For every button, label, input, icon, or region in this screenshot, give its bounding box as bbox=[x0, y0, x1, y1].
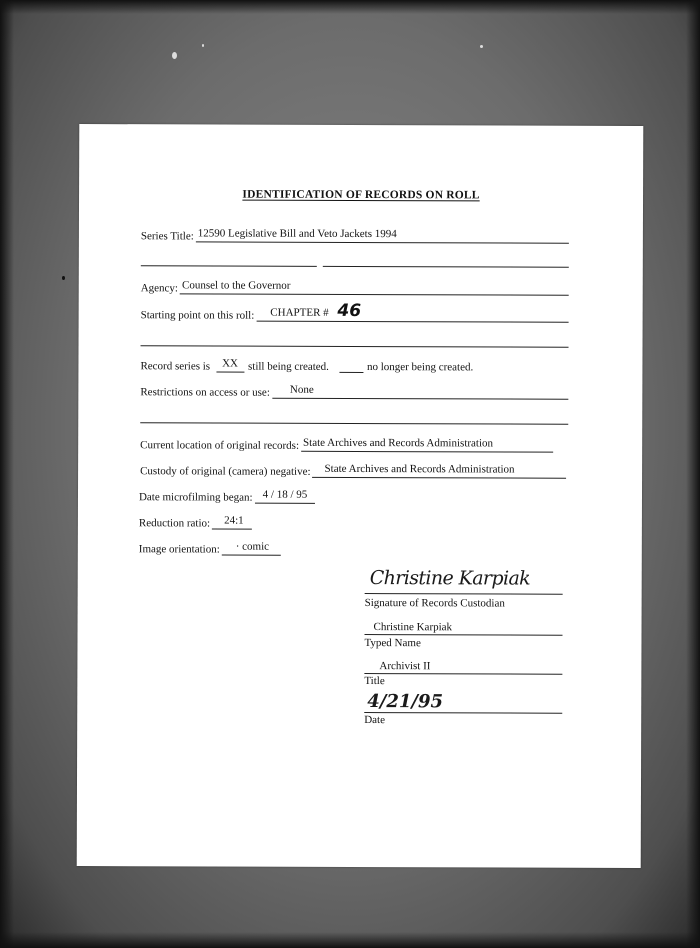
restrictions-value: None bbox=[272, 384, 569, 400]
title-line bbox=[364, 673, 562, 675]
series-title-row bbox=[141, 227, 569, 243]
custody-label: Custody of original (camera) negative: bbox=[140, 465, 311, 478]
dust-speck bbox=[202, 44, 204, 47]
record-series-row bbox=[140, 357, 540, 373]
still-being-created-text: still being created. bbox=[247, 360, 329, 373]
date-line bbox=[364, 712, 562, 714]
record-series-value: XX bbox=[216, 357, 244, 372]
form-title bbox=[79, 188, 643, 202]
current-location-value: State Archives and Records Administration bbox=[301, 437, 553, 453]
dust-speck bbox=[480, 45, 483, 48]
restrictions-row bbox=[140, 383, 568, 399]
current-location-label: Current location of original records: bbox=[140, 439, 300, 452]
date-began-label: Date microfilming began: bbox=[138, 491, 253, 504]
no-longer-blank bbox=[339, 358, 363, 373]
handwritten-date: 4/21/95 bbox=[367, 691, 444, 713]
starting-point-label: Starting point on this roll: bbox=[140, 309, 255, 322]
film-frame-edge-bottom bbox=[0, 932, 700, 948]
restrictions-label: Restrictions on access or use: bbox=[140, 386, 270, 399]
starting-point-handwritten: 46 bbox=[337, 300, 362, 322]
restrictions-continuation-line bbox=[140, 422, 568, 424]
custody-value: State Archives and Records Administration bbox=[313, 463, 567, 479]
reduction-row bbox=[139, 514, 252, 529]
film-frame-edge-top bbox=[0, 0, 700, 14]
series-title-value: 12590 Legislative Bill and Veto Jackets 1994 bbox=[196, 227, 569, 243]
typed-name-caption: Typed Name bbox=[364, 637, 421, 650]
agency-label: Agency: bbox=[140, 282, 179, 295]
orientation-row bbox=[139, 540, 281, 555]
agency-row bbox=[141, 279, 569, 295]
typed-name-value: Christine Karpiak bbox=[373, 621, 453, 634]
film-frame-edge-left bbox=[0, 0, 14, 948]
date-caption: Date bbox=[364, 714, 386, 727]
starting-point-row bbox=[140, 300, 569, 322]
orientation-value: · comic bbox=[222, 541, 281, 556]
signature-line bbox=[365, 593, 563, 595]
title-value: Archivist II bbox=[379, 660, 431, 673]
records-form-page bbox=[77, 124, 644, 868]
custodian-signature: Christine Karpiak bbox=[369, 567, 531, 590]
series-title-label: Series Title: bbox=[140, 230, 194, 243]
title-caption: Title bbox=[364, 675, 385, 688]
reduction-value: 24:1 bbox=[212, 514, 252, 529]
date-began-value: 4 / 18 / 95 bbox=[255, 489, 316, 504]
dust-speck bbox=[172, 52, 177, 59]
series-title-continuation-line-2 bbox=[323, 266, 569, 268]
agency-value: Counsel to the Governor bbox=[180, 279, 569, 295]
record-series-label: Record series is bbox=[140, 360, 211, 373]
orientation-label: Image orientation: bbox=[138, 543, 220, 556]
no-longer-being-created-text: no longer being created. bbox=[366, 361, 474, 374]
reduction-label: Reduction ratio: bbox=[138, 517, 211, 530]
signature-caption: Signature of Records Custodian bbox=[364, 597, 505, 610]
dust-speck bbox=[62, 276, 65, 280]
starting-point-continuation-line bbox=[141, 345, 569, 347]
typed-name-line bbox=[365, 634, 563, 636]
current-location-row bbox=[140, 436, 553, 452]
series-title-continuation-line bbox=[141, 265, 317, 267]
date-began-row bbox=[139, 488, 315, 504]
film-frame-edge-right bbox=[686, 0, 700, 948]
form-title-text: IDENTIFICATION OF RECORDS ON ROLL bbox=[242, 188, 480, 202]
starting-point-value: CHAPTER # bbox=[270, 306, 329, 319]
starting-point-value-field bbox=[256, 300, 568, 323]
custody-row bbox=[140, 462, 566, 478]
